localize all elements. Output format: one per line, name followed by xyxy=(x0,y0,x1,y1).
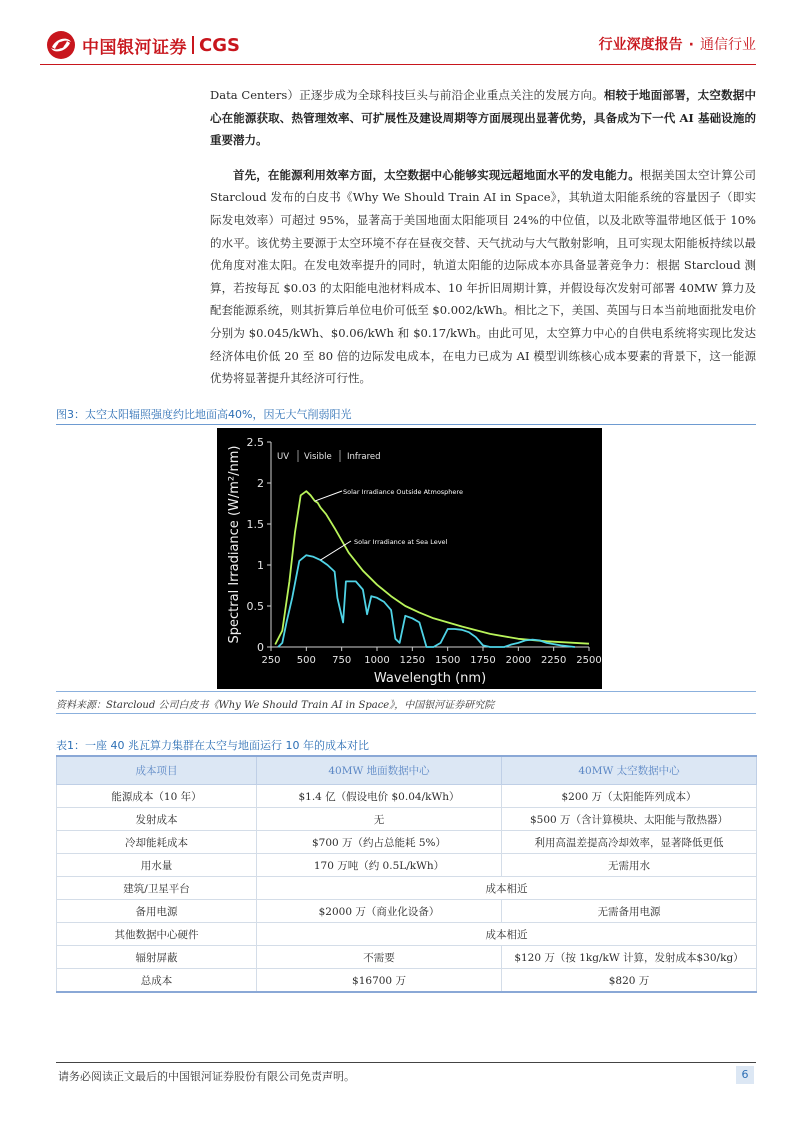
header-space-dc: 40MW 太空数据中心 xyxy=(502,756,757,785)
ground-cost: $16700 万 xyxy=(257,969,502,993)
x-tick-label: 2000 xyxy=(505,655,532,666)
ground-cost: $2000 万（商业化设备） xyxy=(257,900,502,923)
table-row xyxy=(57,969,757,993)
footer-disclaimer: 请务必阅读正文最后的中国银河证券股份有限公司免责声明。 xyxy=(58,1070,355,1083)
x-tick-label: 1750 xyxy=(470,655,496,666)
table-row xyxy=(57,900,757,923)
y-tick-label: 0 xyxy=(257,641,264,654)
ground-cost: 无 xyxy=(257,808,502,831)
table-caption: 表1：一座 40 兆瓦算力集群在太空与地面运行 10 年的成本对比 xyxy=(56,739,369,752)
ground-cost: $700 万（约占总能耗 5%） xyxy=(257,831,502,854)
header-divider xyxy=(40,64,756,65)
y-axis-label: Spectral Irradiance (W/m²/nm) xyxy=(227,445,242,644)
caption-divider xyxy=(56,424,756,425)
paragraph-2 xyxy=(210,164,756,390)
paragraph-1 xyxy=(210,84,756,152)
y-tick-label: 1.5 xyxy=(246,518,264,531)
x-tick-label: 2250 xyxy=(540,655,567,666)
cost-item: 用水量 xyxy=(57,854,257,877)
band-label: Visible xyxy=(304,452,332,462)
shared-cost: 成本相近 xyxy=(257,877,757,900)
table-row xyxy=(57,854,757,877)
y-tick-label: 1 xyxy=(257,559,264,572)
shared-cost: 成本相近 xyxy=(257,923,757,946)
cost-item: 建筑/卫星平台 xyxy=(57,877,257,900)
annotation-outside-atmosphere: Solar Irradiance Outside Atmosphere xyxy=(343,488,463,496)
cost-item: 发射成本 xyxy=(57,808,257,831)
ground-cost: $1.4 亿（假设电价 $0.04/kWh） xyxy=(257,785,502,808)
cost-item: 其他数据中心硬件 xyxy=(57,923,257,946)
company-logo xyxy=(46,28,240,62)
figure-source: 资料来源：Starcloud 公司白皮书《Why We Should Train AI in Space》，中国银河证券研究院 xyxy=(56,700,495,711)
source-top-divider xyxy=(56,691,756,692)
footer-divider xyxy=(56,1062,756,1063)
figure-caption: 图3：太空太阳辐照强度约比地面高40%，因无大气削弱阳光 xyxy=(56,408,352,421)
page-number: 6 xyxy=(736,1066,754,1084)
table-row xyxy=(57,831,757,854)
space-cost: 利用高温差提高冷却效率，显著降低更低 xyxy=(502,831,757,854)
paragraph-1-text: Data Centers）正逐步成为全球科技巨头与前沿企业重点关注的发展方向。 xyxy=(210,88,604,102)
table-header-row xyxy=(57,756,757,785)
table-row xyxy=(57,946,757,969)
header-separator: · xyxy=(688,37,694,53)
page-header xyxy=(0,0,794,64)
spectral-irradiance-chart xyxy=(217,428,602,689)
industry-name: 通信行业 xyxy=(700,37,756,53)
series-line-1 xyxy=(275,491,589,644)
header-cost-item: 成本项目 xyxy=(57,756,257,785)
x-tick-label: 250 xyxy=(261,655,281,666)
cost-item: 能源成本（10 年） xyxy=(57,785,257,808)
x-tick-label: 1250 xyxy=(399,655,426,666)
body-text xyxy=(210,84,756,390)
y-tick-label: 2.5 xyxy=(246,436,264,449)
x-tick-label: 2500 xyxy=(576,655,602,666)
space-cost: $820 万 xyxy=(502,969,757,993)
space-cost: 无需用水 xyxy=(502,854,757,877)
x-tick-label: 500 xyxy=(296,655,316,666)
logo-english: CGS xyxy=(199,34,240,56)
cost-item: 辐射屏蔽 xyxy=(57,946,257,969)
space-cost: $120 万（按 1kg/kW 计算，发射成本$30/kg） xyxy=(502,946,757,969)
paragraph-2-text: 根据美国太空计算公司 Starcloud 发布的白皮书《Why We Should Train AI in Space》，其轨道太阳能系统的容量因子（即实际发电效率）可超过 95%，显著高于美国地面太阳能项目 24%的中位值，以及北欧等温带地区低于 10%的水平。该优势主要源于太空环境不存在昼夜交替、天气扰动与大气散射影响，且可实现太阳能板持续以最优角度对准太阳。在发电效率提升的同时，轨道太阳能的边际成本亦具备显著竞争力：根据 Starcloud 测算，若按每瓦 $0.03 的太阳能电池材料成本、10 年折旧周期计算，并假设每次发射可部署 40MW 算力及配套能源系统，则其折算后单位电价可低至 $0.002/kWh。相比之下，美国、英国与日本当前地面批发电价分别为 $0.045/kWh、$0.06/kWh 和 $0.17/kWh。由此可见，太空算力中心的自供电系统将实现比发达经济体电价低 20 至 80 倍的边际发电成本，在电力已成为 AI 模型训练核心成本要素的背景下，这一能源优势将显著提升其经济可行性。 xyxy=(210,167,756,386)
series-line-2 xyxy=(278,555,575,647)
annotation-arrow-outside xyxy=(315,491,342,501)
galaxy-logo-icon xyxy=(46,30,76,60)
logo-chinese: 中国银河证券 xyxy=(82,37,187,58)
cost-item: 冷却能耗成本 xyxy=(57,831,257,854)
x-tick-label: 1500 xyxy=(434,655,461,666)
x-tick-label: 1000 xyxy=(364,655,390,666)
band-label: Infrared xyxy=(347,452,381,462)
ground-cost: 不需要 xyxy=(257,946,502,969)
y-tick-label: 0.5 xyxy=(246,600,264,613)
space-cost: $200 万（太阳能阵列成本） xyxy=(502,785,757,808)
ground-cost: 170 万吨（约 0.5L/kWh） xyxy=(257,854,502,877)
report-label xyxy=(599,34,756,54)
table-row xyxy=(57,877,757,900)
table-row xyxy=(57,785,757,808)
x-tick-label: 750 xyxy=(332,655,352,666)
x-axis-label: Wavelength (nm) xyxy=(373,671,487,686)
cost-item: 备用电源 xyxy=(57,900,257,923)
header-ground-dc: 40MW 地面数据中心 xyxy=(257,756,502,785)
source-bottom-divider xyxy=(56,713,756,714)
space-cost: $500 万（含计算模块、太阳能与散热器） xyxy=(502,808,757,831)
table-row xyxy=(57,808,757,831)
y-tick-label: 2 xyxy=(257,477,264,490)
chart-svg xyxy=(217,428,602,689)
space-cost: 无需备用电源 xyxy=(502,900,757,923)
paragraph-1-emphasis: 相较于地面部署，太空数据中心在能源获取、热管理效率、可扩展性及建设周期等方面展现出显著优势，具备成为下一代 AI 基础设施的重要潜力。 xyxy=(210,88,757,148)
band-label: UV xyxy=(277,452,290,462)
cost-comparison-table xyxy=(56,755,757,993)
annotation-arrow-sea-level xyxy=(320,541,351,560)
logo-divider xyxy=(192,36,194,54)
cost-item: 总成本 xyxy=(57,969,257,993)
annotation-sea-level: Solar Irradiance at Sea Level xyxy=(354,538,448,546)
paragraph-2-emphasis: 首先，在能源利用效率方面，太空数据中心能够实现远超地面水平的发电能力。 xyxy=(233,167,640,182)
report-type: 行业深度报告 xyxy=(598,37,683,53)
table-row xyxy=(57,923,757,946)
